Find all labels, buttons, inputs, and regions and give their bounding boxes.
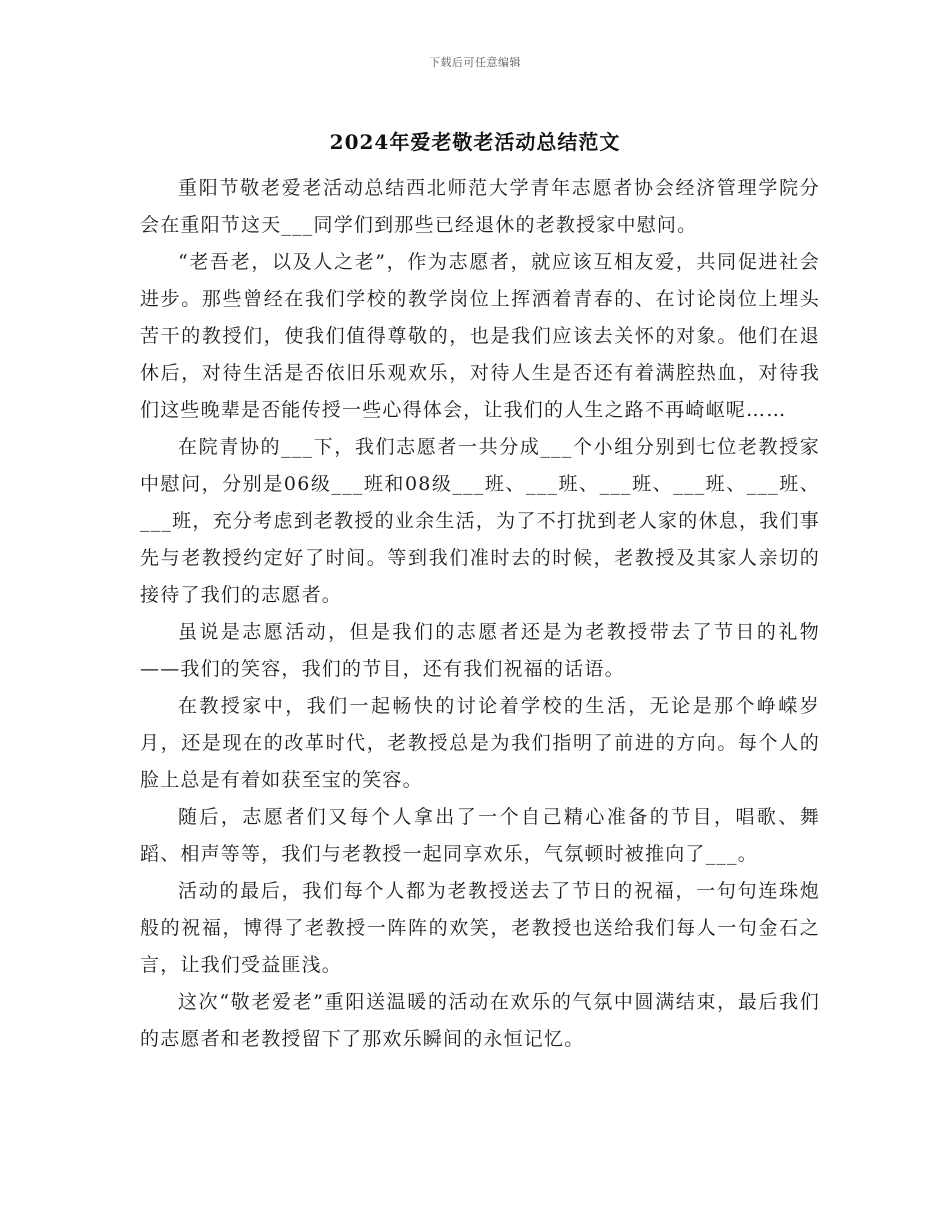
paragraph: 这次“敬老爱老”重阳送温暖的活动在欢乐的气氛中圆满结束，最后我们的志愿者和老教授留下了那欢乐瞬间的永恒记忆。	[140, 991, 820, 1050]
paragraph: 随后，志愿者们又每个人拿出了一个自己精心准备的节目，唱歌、舞蹈、相声等等，我们与老教授一起同享欢乐，气氛顿时被推向了___。	[140, 806, 820, 865]
paragraph: “老吾老，以及人之老”，作为志愿者，就应该互相友爱，共同促进社会进步。那些曾经在我们学校的教学岗位上挥洒着青春的、在讨论岗位上埋头苦干的教授们，使我们值得尊敬的，也是我们应该去关怀的对象。他们在退休后，对待生活是否依旧乐观欢乐，对待人生是否还有着满腔热血，对待我们这些晚辈是否能传授一些心得体会，让我们的人生之路不再崎岖呢……	[140, 251, 820, 421]
paragraph: 活动的最后，我们每个人都为老教授送去了节日的祝福，一句句连珠炮般的祝福，博得了老教授一阵阵的欢笑，老教授也送给我们每人一句金石之言，让我们受益匪浅。	[140, 880, 820, 976]
header-note: 下载后可任意编辑	[429, 56, 521, 69]
document-body	[140, 170, 820, 1058]
paragraph: 重阳节敬老爱老活动总结西北师范大学青年志愿者协会经济管理学院分会在重阳节这天___同学们到那些已经退休的老教授家中慰问。	[140, 177, 820, 236]
paragraph: 在院青协的___下，我们志愿者一共分成___个小组分别到七位老教授家中慰问，分别是06级___班和08级___班、___班、___班、___班、___班、___班，充分考虑到老教授的业余生活，为了不打扰到老人家的休息，我们事先与老教授约定好了时间。等到我们准时去的时候，老教授及其家人亲切的接待了我们的志愿者。	[140, 436, 820, 606]
paragraph: 在教授家中，我们一起畅快的讨论着学校的生活，无论是那个峥嵘岁月，还是现在的改革时代，老教授总是为我们指明了前进的方向。每个人的脸上总是有着如获至宝的笑容。	[140, 695, 820, 791]
paragraph: 虽说是志愿活动，但是我们的志愿者还是为老教授带去了节日的礼物——我们的笑容，我们的节目，还有我们祝福的话语。	[140, 621, 820, 680]
document-title: 2024年爱老敬老活动总结范文	[329, 130, 621, 154]
